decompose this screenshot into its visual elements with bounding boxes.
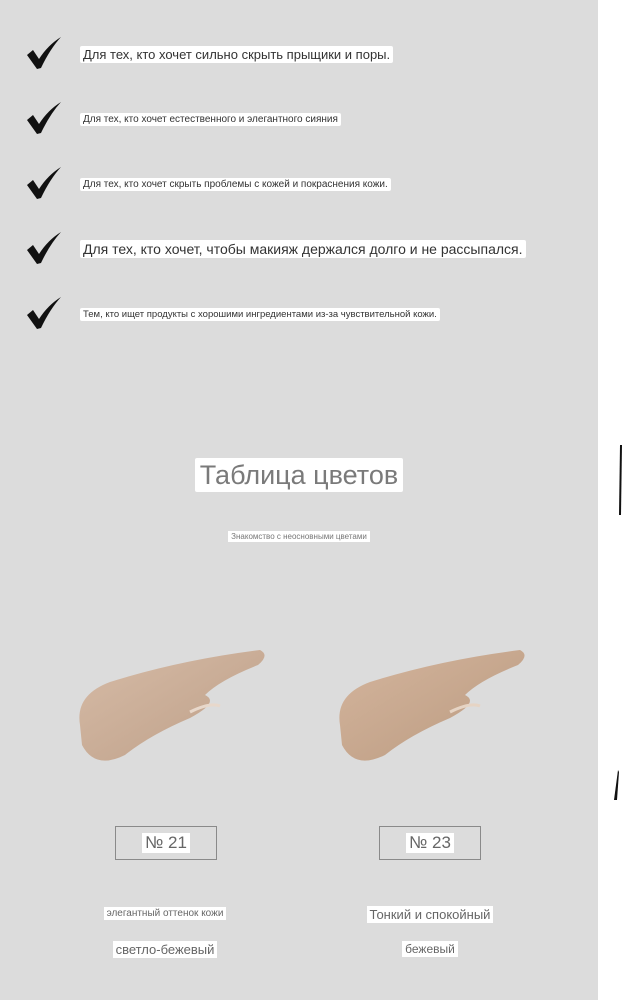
checkmark-icon [24, 34, 64, 74]
shade-description: Тонкий и спокойный [320, 907, 540, 922]
checkmark-icon [24, 294, 64, 334]
shade-name: бежевый [320, 942, 540, 956]
feature-item [24, 99, 341, 139]
checkmark-icon [24, 99, 64, 139]
shade-description: элегантный оттенок кожи [55, 908, 275, 919]
feature-item [24, 294, 440, 334]
foundation-swatch-21 [70, 640, 270, 770]
feature-text: Тем, кто ищет продукты с хорошими ингредиентами из-за чувствительной кожи. [80, 308, 440, 321]
shade-number-21: № 21 [115, 826, 217, 860]
feature-text: Для тех, кто хочет сильно скрыть прыщики и поры. [80, 46, 393, 63]
checkmark-icon [24, 164, 64, 204]
feature-item [24, 34, 393, 74]
feature-text: Для тех, кто хочет скрыть проблемы с кожей и покраснения кожи. [80, 178, 391, 191]
feature-text: Для тех, кто хочет, чтобы макияж держался долго и не рассыпался. [80, 240, 526, 258]
edge-decoration [598, 0, 624, 1000]
feature-item [24, 164, 391, 204]
color-table-title: Таблица цветов [0, 460, 598, 491]
feature-text: Для тех, кто хочет естественного и элегантного сияния [80, 113, 341, 126]
shade-number-23: № 23 [379, 826, 481, 860]
checkmark-icon [24, 229, 64, 269]
shade-name: светло-бежевый [55, 942, 275, 957]
feature-item [24, 229, 526, 269]
foundation-swatch-23 [330, 640, 530, 770]
color-table-subtitle: Знакомство с неосновными цветами [0, 526, 598, 544]
